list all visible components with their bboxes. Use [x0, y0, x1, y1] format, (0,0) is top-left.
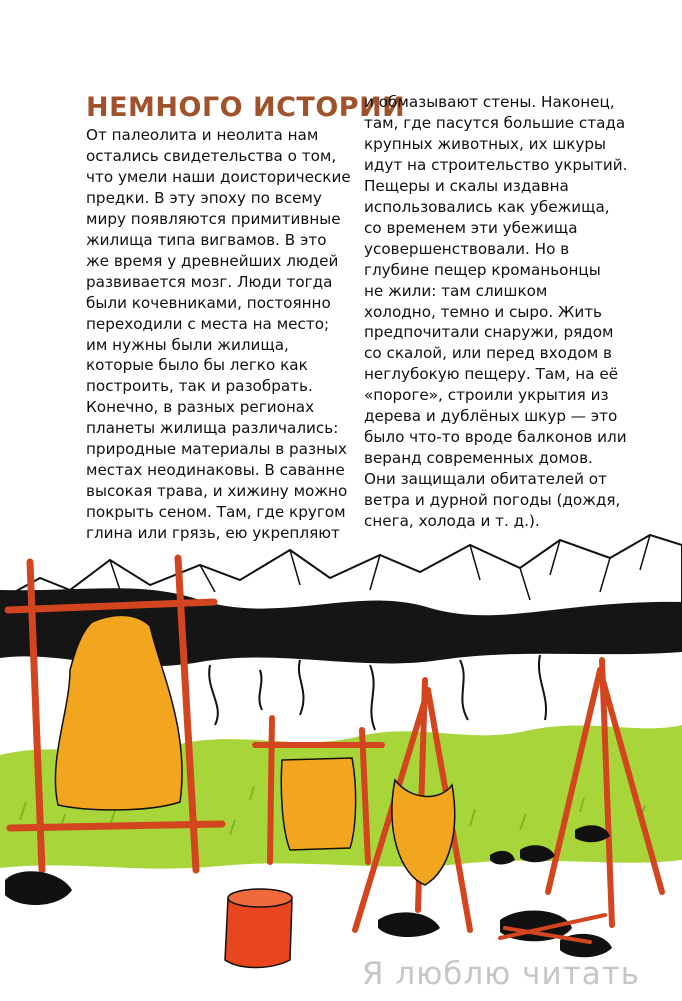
text-line: миру появляются примитивные — [86, 209, 341, 228]
text-line: веранд современных домов. — [364, 449, 593, 468]
hanging-hide-middle — [281, 758, 355, 850]
text-line: Пещеры и скалы издавна — [364, 176, 569, 195]
text-line: идут на строительство укрытий. — [364, 155, 628, 174]
text-line: предки. В эту эпоху по всему — [86, 188, 322, 207]
text-line: От палеолита и неолита нам — [86, 126, 319, 144]
text-line: там, где пасутся большие стада — [364, 113, 626, 132]
text-line: природные материалы в разных — [86, 440, 347, 459]
section-heading: НЕМНОГО ИСТОРИИ — [86, 92, 406, 123]
text-line: им нужны были жилища, — [86, 335, 289, 354]
text-line: со временем эти убежища — [364, 218, 578, 237]
text-line: и обмазывают стены. Наконец, — [364, 93, 615, 111]
cave-lines — [209, 655, 546, 730]
text-column-right — [364, 92, 627, 532]
text-line: дерева и дублёных шкур — это — [364, 407, 618, 426]
text-line: планеты жилища различались: — [86, 419, 339, 438]
text-line: развивается мозг. Люди тогда — [86, 272, 333, 291]
text-line: же время у древнейших людей — [86, 251, 339, 270]
text-line: высокая трава, и хижину можно — [86, 482, 348, 501]
text-line: глина или грязь, ею укрепляют — [86, 524, 340, 543]
text-line: были кочевниками, постоянно — [86, 293, 331, 312]
text-line: неглубокую пещеру. Там, на её — [364, 365, 619, 384]
text-line: Они защищали обитателей от — [364, 470, 607, 489]
text-line: что умели наши доисторические — [86, 167, 351, 186]
text-line: остались свидетельства о том, — [86, 146, 337, 165]
text-line: холодно, темно и сыро. Жить — [364, 302, 603, 321]
text-line: крупных животных, их шкуры — [364, 134, 607, 153]
text-line: покрыть сеном. Там, где кругом — [86, 503, 346, 522]
text-line: усовершенствовали. Но в — [364, 239, 570, 258]
text-line: было что-то вроде балконов или — [364, 428, 627, 447]
text-line: Конечно, в разных регионах — [86, 398, 315, 417]
text-line: «пороге», строили укрытия из — [364, 386, 609, 405]
prehistoric-camp-illustration — [0, 530, 682, 1001]
text-line: снега, холода и т. д.). — [364, 512, 540, 531]
text-line: построить, так и разобрать. — [86, 377, 313, 396]
watermark: Я люблю читать — [362, 956, 641, 992]
text-line: не жили: там слишком — [364, 281, 548, 300]
text-line: предпочитали снаружи, рядом — [364, 323, 614, 342]
text-line: которые было бы легко как — [86, 356, 308, 375]
text-line: со скалой, или перед входом в — [364, 344, 612, 363]
text-line: переходили с места на место; — [86, 314, 330, 333]
hanging-hide-tripod — [392, 780, 455, 885]
text-line: ветра и дурной погоды (дождя, — [364, 491, 621, 510]
text-column-left — [86, 125, 351, 544]
text-line: жилища типа вигвамов. В это — [86, 230, 327, 249]
text-line: глубине пещер кроманьонцы — [364, 260, 601, 279]
text-line: местах неодинаковы. В саванне — [86, 461, 345, 480]
text-line: использовались как убежища, — [364, 197, 610, 216]
